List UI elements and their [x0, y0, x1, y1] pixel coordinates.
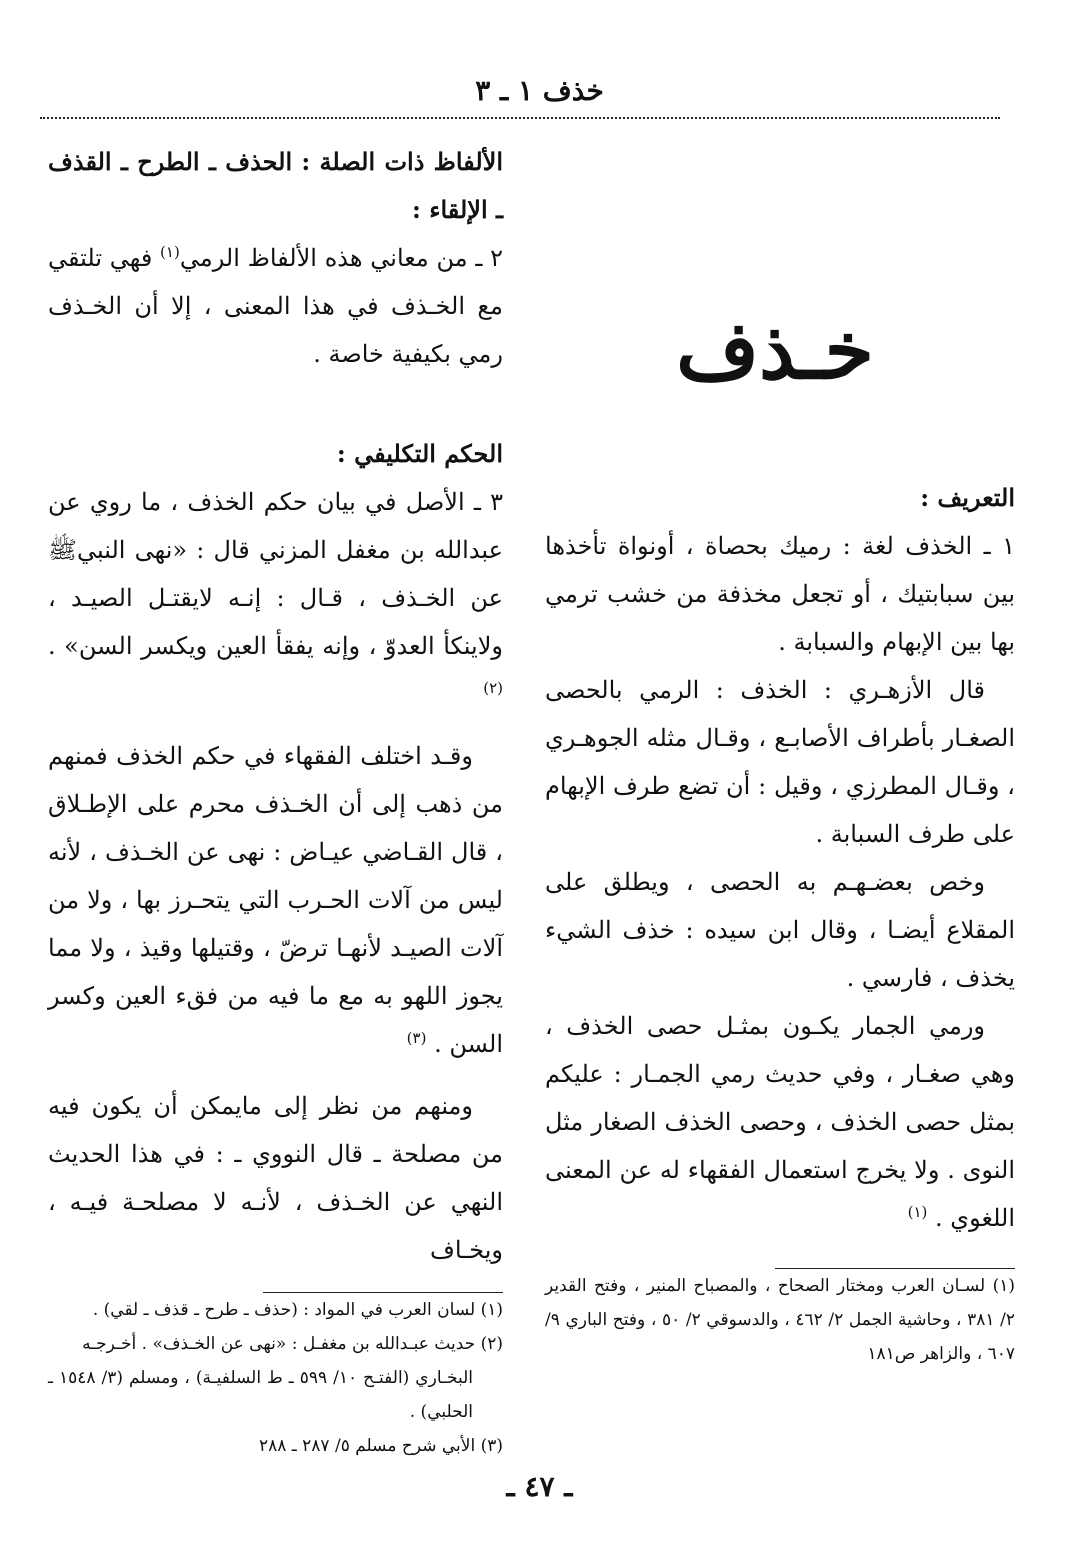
paragraph-3-text: ٣ ـ الأصل في بيان حكم الخذف ، ما روي عن عبدالله بن مغفل المزني قال : «نهى النبيﷺ عن الخـذف ، قـال : إنـه لايقتـل الصيـد ، ولاينكأ العدوّ ، وإنه يفقأ العين ويكسر السن» . — [48, 488, 504, 660]
footnote-2: (٢) حديث عبـدالله بن مغفـل : «نهى عن الخـذف» . أخـرجـه — [82, 1334, 503, 1354]
paragraph-2 — [48, 234, 503, 378]
paragraph-jimar-text: ورمي الجمار يكـون بمثـل حصى الخذف ، وهي صغـار ، وفي حديث رمي الجمـار : عليكم بمثل حصى الخذف ، وحصى الخذف الصغار مثل النوى . ولا يخرج استعمال الفقهاء له عن المعنى اللغوي . — [545, 1012, 1015, 1232]
paragraph-jimar — [545, 1002, 1015, 1242]
footnote-2-continued: البخـاري (الفتـح ١٠/ ٥٩٩ ـ ط السلفيـة) ، ومسلم (٣/ ١٥٤٨ ـ الحلبي) . — [48, 1368, 473, 1422]
footnote-marker: (٣) — [406, 1029, 427, 1047]
paragraph-3 — [48, 478, 503, 718]
paragraph-1: ١ ـ الخذف لغة : رميك بحصاة ، أونواة تأخذها بين سبابتيك ، أو تجعل مخذفة من خشب ترمي بها بين الإبهام والسبابة . — [545, 532, 1015, 656]
right-column — [545, 0, 1015, 1440]
footnote-marker: (١) — [907, 1203, 928, 1221]
footnote-3: (٣) الأبي شرح مسلم ٥/ ٢٨٧ ـ ٢٨٨ — [258, 1436, 503, 1456]
footnote-1: (١) لسان العرب في المواد : (حذف ـ طرح ـ قذف ـ لقي) . — [92, 1300, 503, 1320]
paragraph-2-text-a: ٢ ـ من معاني هذه الألفاظ الرمي — [179, 244, 503, 272]
paragraph-2-text-b: فهي تلتقي مع الخـذف في هذا المعنى ، إلا أن الخـذف رمي بكيفية خاصة . — [48, 244, 503, 368]
right-footnotes — [545, 1269, 1015, 1371]
paragraph-azhari: قال الأزهـري : الخذف : الرمي بالحصى الصغـار بأطراف الأصابـع ، وقـال مثله الجوهـري ، وقـال المطرزي ، وقيل : أن تضع طرف الإبهام على طرف السبابة . — [545, 676, 1015, 848]
footnote-marker: (١) — [160, 243, 180, 261]
ruling-heading: الحكم التكليفي : — [336, 439, 503, 468]
footnote-marker: (٢) — [483, 679, 503, 697]
entry-title: خـذف — [676, 303, 874, 397]
paragraph-ibn-sideh: وخص بعضـهـم به الحصى ، ويطلق على المقلاع أيضـا ، وقال ابن سيده : خذف الشيء يخذف ، فارسي . — [545, 868, 1015, 992]
running-header: خذف ١ ـ ٣ — [475, 74, 604, 107]
left-column — [48, 0, 504, 1456]
paragraph-4-text: وقـد اختلف الفقهاء في حكم الخذف فمنهم من ذهب إلى أن الخـذف محرم على الإطـلاق ، قال القـاضي عيـاض : نهى عن الخـذف ، لأنه ليس من آلات الحـرب التي يتحـرز بها ، ولا من آلات الصيـد لأنهـا ترضّ ، وقتيلها وقيذ ، ولا مما يجوز اللهو به مع ما فيه من فقء العين وكسر السن . — [48, 742, 503, 1058]
left-footnotes — [48, 1293, 503, 1463]
paragraph-5: ومنهم من نظر إلى مايمكن أن يكون فيه من مصلحة ـ قال النووي ـ : في هذا الحديث النهي عن الخـذف ، لأنـه لا مصلحـة فيـه ، ويخـاف — [48, 1092, 503, 1264]
page-number: ـ ٤٧ ـ — [506, 1470, 573, 1503]
footnote-1: (١) لسـان العرب ومختار الصحاح ، والمصباح المنير ، وفتح القدير ٢/ ٣٨١ ، وحاشية الجمل ٢/ ٤٦٢ ، والدسوقي ٢/ ٥٠ ، وفتح الباري ٩/ ٦٠٧ ، والزاهر ص١٨١ — [545, 1276, 1016, 1364]
paragraph-4 — [48, 732, 503, 1068]
related-terms-heading: الألفاظ ذات الصلة : الحذف ـ الطرح ـ القذف ـ الإلقاء : — [48, 147, 503, 224]
definition-heading: التعريف : — [920, 483, 1015, 512]
